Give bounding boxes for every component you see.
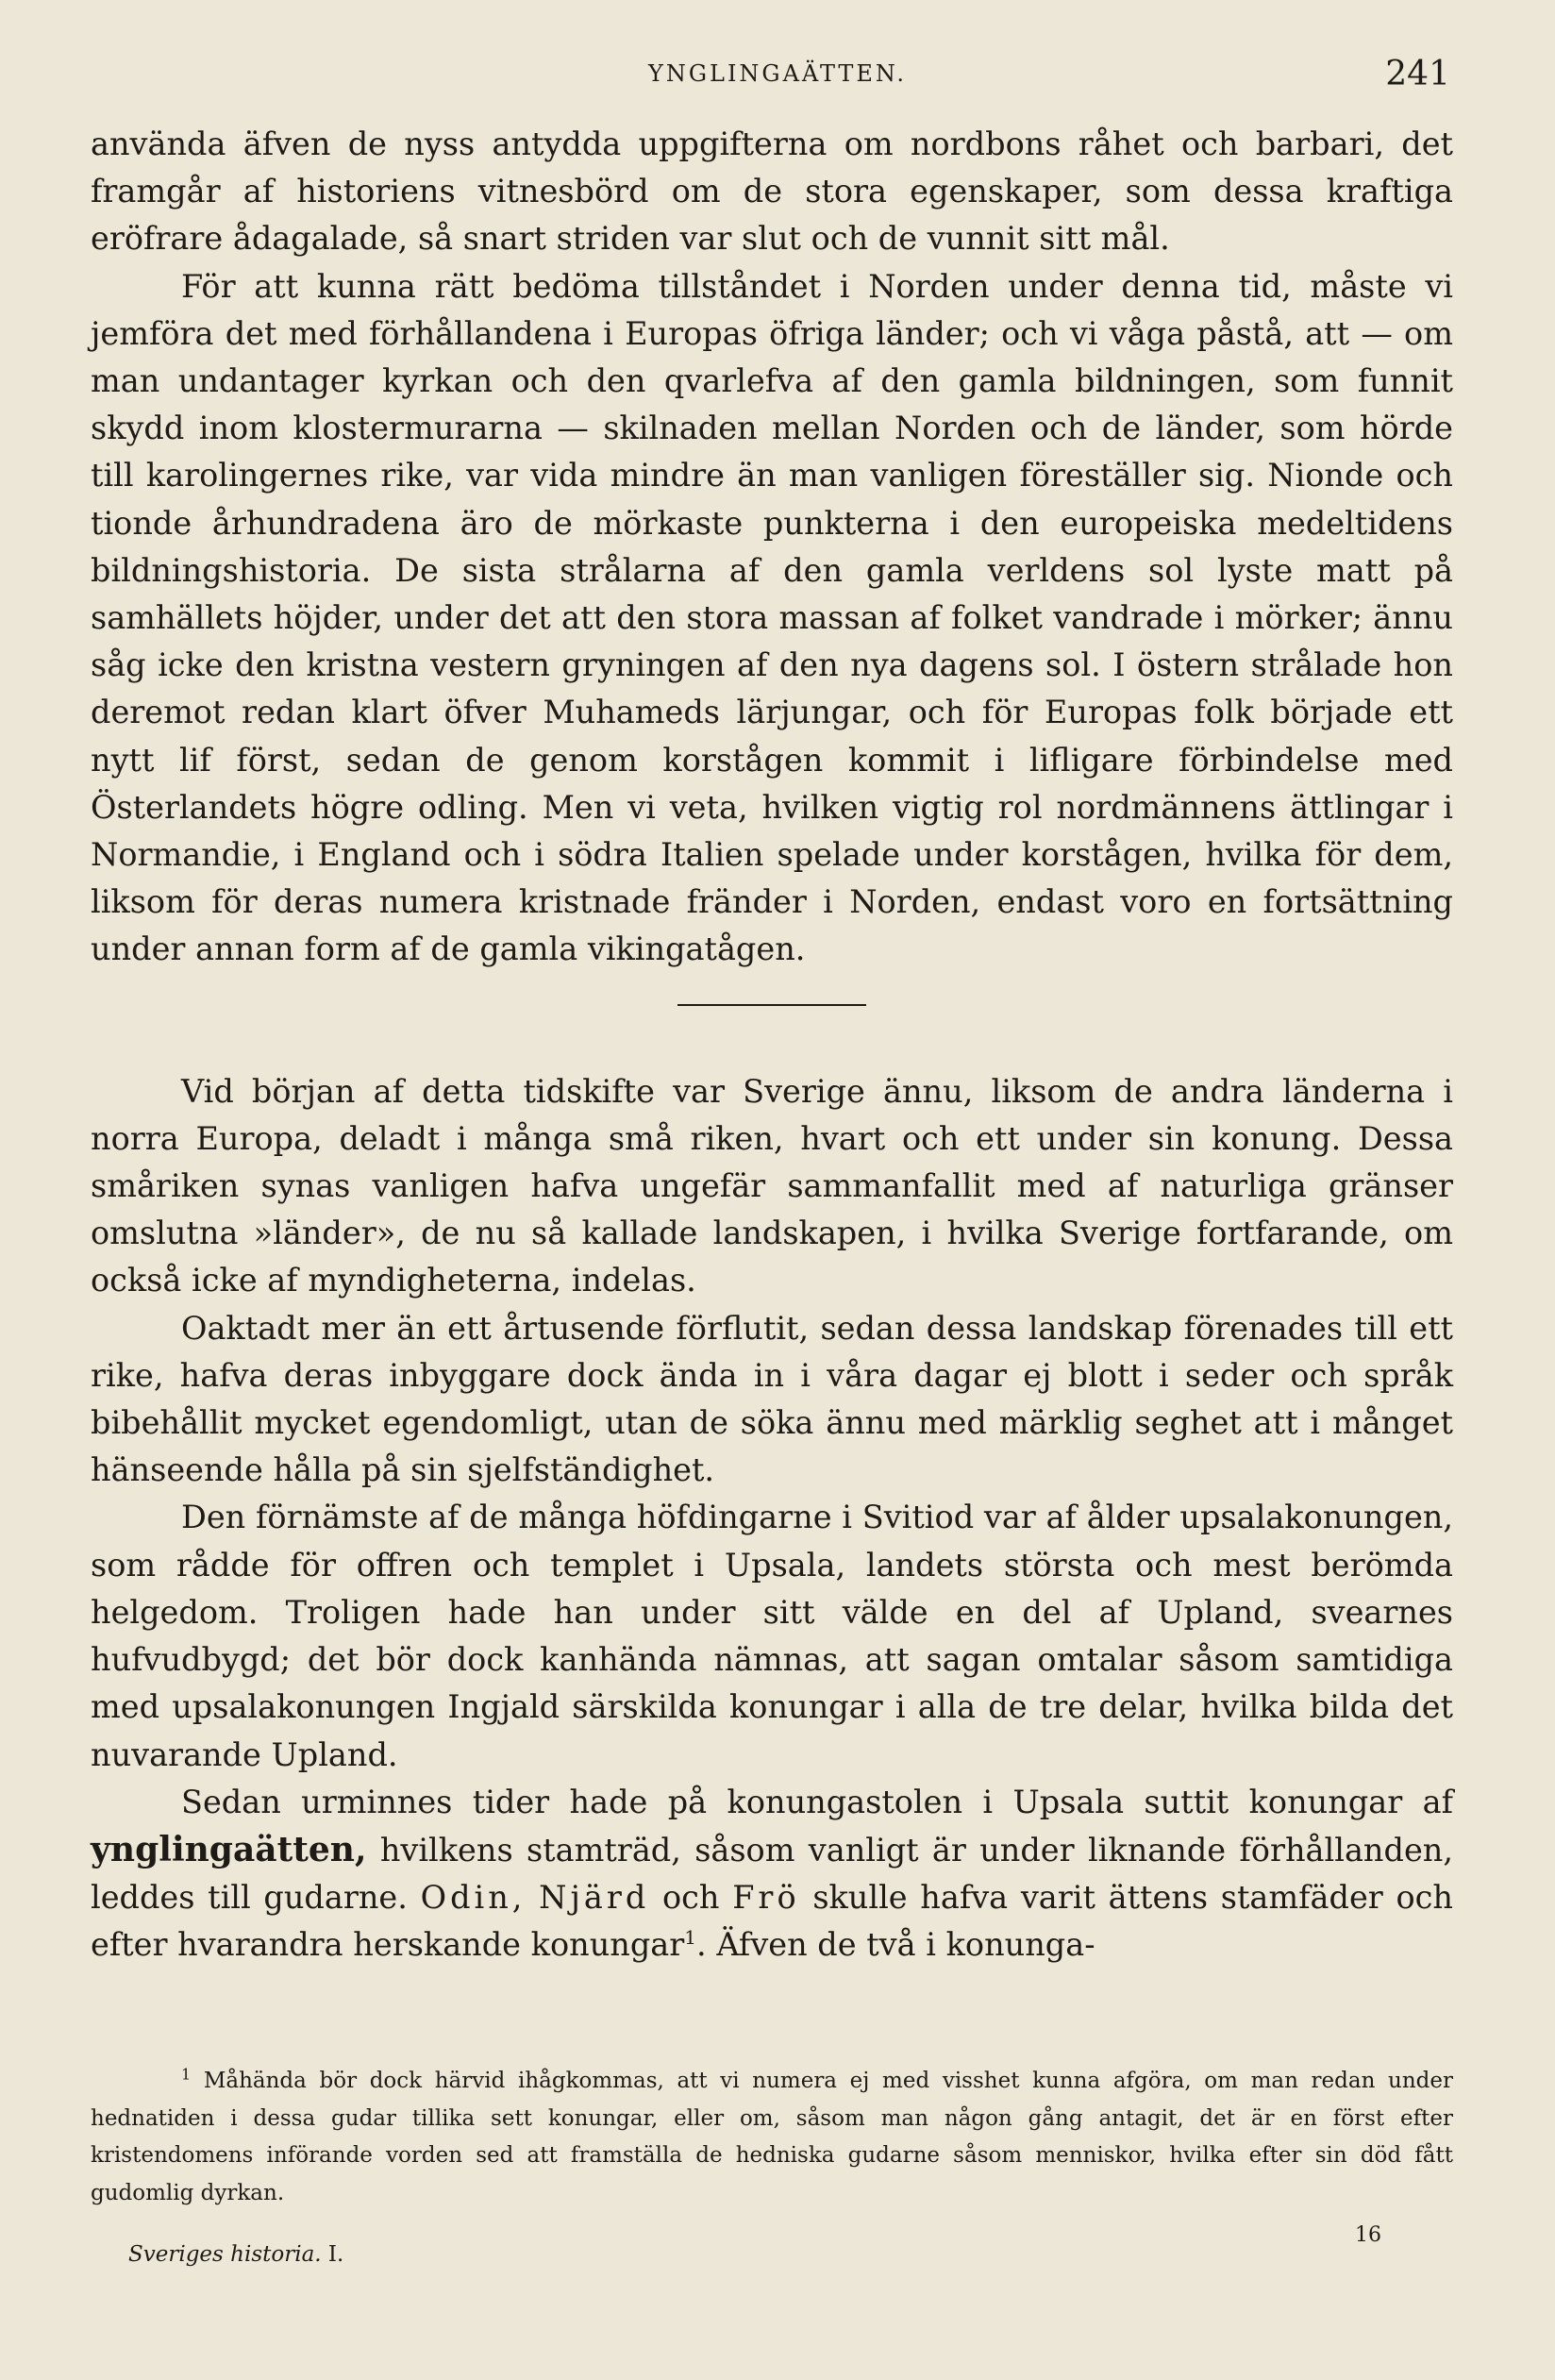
paragraph: Den förnämste af de många höfdingarne i Svitiod var af ålder upsalakonungen, som rådde för offren och templet i Upsala, landets största och mest berömda helgedom. Troligen hade han under sitt välde en del af Upland, svearnes hufvudbygd; det bör dock kanhända nämnas, att sagan omtalar såsom samtidiga med upsalakonungen Ingjald särskilda konungar i alla de tre delar, hvilka bilda det nuvarande Upland.	[91, 1499, 1453, 1773]
text-run: skulle hafva varit ättens stamfäder och efter hvarandra herskande konungar	[91, 1879, 1454, 1964]
paragraph: Oaktadt mer än ett årtusende förflutit, sedan dessa landskap förenades till ett rike, hafva deras inbyggare dock ända in i våra dagar ej blott i seder och språk bibehållit mycket egendomligt, utan de söka ännu med märklig seghet att i månget hänseende hålla på sin sjelfständighet.	[91, 1309, 1453, 1489]
running-title: YNGLINGAÄTTEN.	[647, 60, 908, 87]
running-header	[0, 55, 1555, 92]
text-run: Sedan urminnes tider hade på konungastolen i Upsala suttit konungar af	[181, 1783, 1453, 1820]
footnote-text: Måhända bör dock härvid ihågkommas, att vi numera ej med visshet kunna afgöra, om man redan under hednatiden i dessa gudar tillika sett konungar, eller om, såsom man någon gång antagit, det är en först efter kristendomens införande vorden sed att framställa de hedniska gudarne såsom menniskor, hvilka efter sin död fått gudomlig dyrkan.	[91, 2069, 1453, 2205]
spaced-name: Frö	[732, 1879, 800, 1917]
footnote-reference[interactable]: 1	[684, 1926, 697, 1950]
footnote-marker: 1	[181, 2065, 192, 2084]
text-run: . Äfven de två i konunga-	[696, 1926, 1095, 1964]
bold-term: ynglingaätten,	[91, 1829, 367, 1869]
paragraph-continued: använda äfven de nyss antydda uppgifterna om nordbons råhet och barbari, det framgår af historiens vitnesbörd om de stora egenskaper, som dessa kraftiga eröfrare ådagalade, så snart striden var slut och de vunnit sitt mål.	[91, 126, 1453, 258]
page-number: 241	[1385, 55, 1450, 93]
signature-title: Sveriges historia.	[128, 2242, 322, 2267]
text-run: och	[661, 1879, 720, 1917]
paragraph-ynglingaatten	[91, 1779, 1453, 1969]
text-run: hvilkens stamträd, såsom vanligt är under liknande förhållanden, leddes till gudarne.	[91, 1831, 1453, 1917]
section-divider	[677, 1004, 866, 1006]
paragraph: Vid början af detta tidskifte var Sverige ännu, liksom de andra länderna i norra Europa, deladt i många små riken, hvart och ett under sin konung. Dessa småriken synas vanligen hafva ungefär sammanfallit med af naturliga gränser omslutna »länder», de nu så kallade landskapen, i hvilka Sverige fortfarande, om också icke af myndigheterna, indelas.	[91, 1072, 1453, 1299]
main-text	[91, 121, 1453, 1969]
signature-volume: I.	[327, 2242, 344, 2267]
spaced-name: Njärd	[539, 1879, 650, 1917]
sheet-number: 16	[1355, 2223, 1381, 2247]
spaced-name: Odin,	[420, 1879, 527, 1917]
footnote	[91, 2063, 1453, 2212]
printer-signature	[91, 2242, 343, 2267]
paragraph: För att kunna rätt bedöma tillståndet i Norden under denna tid, måste vi jemföra det med förhållandena i Europas öfriga länder; och vi våga påstå, att — om man undantager kyrkan och den qvarlefva af den gamla bildningen, som funnit skydd inom klostermurarna — skilnaden mellan Norden och de länder, som hörde till karolingernes rike, var vida mindre än man vanligen föreställer sig. Nionde och tionde århundradena äro de mörkaste punkterna i den europeiska medeltidens bildningshistoria. De sista strålarna af den gamla verldens sol lyste matt på samhällets höjder, under det att den stora massan af folket vandrade i mörker; ännu såg icke den kristna vestern gryningen af den nya dagens sol. I östern strålade hon deremot redan klart öfver Muhameds lärjungar, och för Europas folk började ett nytt lif först, sedan de genom korstågen kommit i lifligare förbindelse med Österlandets högre odling. Men vi veta, hvilken vigtig rol nordmännens ättlingar i Normandie, i England och i södra Italien spelade under korstågen, hvilka för dem, liksom för deras numera kristnade fränder i Norden, endast voro en fortsättning under annan form af de gamla vikingatågen.	[91, 267, 1453, 968]
